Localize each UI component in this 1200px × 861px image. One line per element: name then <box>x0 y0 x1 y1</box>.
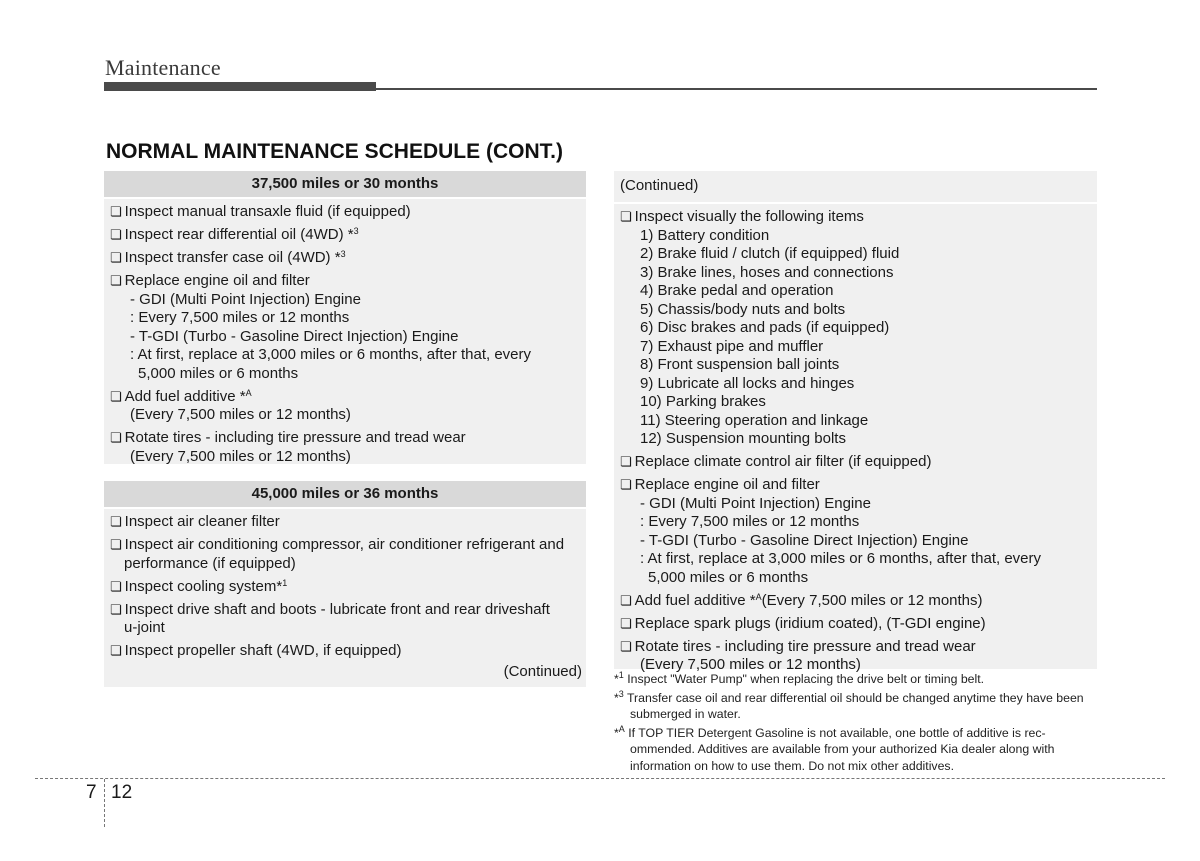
checklist-item <box>110 203 580 222</box>
checklist-item <box>620 476 1091 587</box>
item-detail: : Every 7,500 miles or 12 months <box>130 309 350 326</box>
checkbox-icon: ❏ <box>620 209 632 224</box>
item-line <box>110 226 580 245</box>
footnote-ref: 1 <box>282 577 288 588</box>
header-rule-thick <box>104 82 376 91</box>
item-line <box>110 601 580 620</box>
item-suffix: (Every 7,500 miles or 12 months) <box>761 591 983 609</box>
section-title: Maintenance <box>105 55 221 80</box>
item-line <box>110 272 580 291</box>
item-label: Inspect drive shaft and boots - lubricate front and rear driveshaft <box>124 600 550 618</box>
item-line <box>110 578 580 597</box>
item-detail: - T-GDI (Turbo - Gasoline Direct Injection) Engine <box>130 327 459 345</box>
checkbox-icon: ❏ <box>110 250 122 265</box>
checkbox-icon: ❏ <box>110 578 122 594</box>
chapter-number: 7 <box>86 782 97 803</box>
inspection-list-entry: 8) Front suspension ball joints <box>640 356 840 373</box>
footnote-text: Inspect "Water Pump" when replacing the drive belt or timing belt. <box>623 672 985 686</box>
item-line <box>110 513 580 532</box>
item-line <box>110 536 580 555</box>
inspection-list-entry: 4) Brake pedal and operation <box>640 282 834 299</box>
box-header: 37,500 miles or 30 months <box>104 171 586 199</box>
checklist-item <box>620 453 1091 472</box>
item-label: Add fuel additive * <box>124 387 246 405</box>
item-list <box>614 204 1097 683</box>
inspection-list-entry: 10) Parking brakes <box>640 393 766 410</box>
continued-label: (Continued) <box>614 171 1097 204</box>
schedule-box-37500 <box>104 171 586 464</box>
footnote-mark: * <box>614 690 619 705</box>
inspection-list-entry: 2) Brake fluid / clutch (if equipped) fluid <box>640 245 900 262</box>
item-continuation: u-joint <box>124 619 165 636</box>
item-label: Inspect manual transaxle fluid (if equipped) <box>124 203 411 220</box>
item-label: Inspect air cleaner filter <box>124 513 280 530</box>
footnote <box>614 671 1100 688</box>
checklist-item <box>110 601 580 638</box>
item-detail: (Every 7,500 miles or 12 months) <box>130 406 351 423</box>
item-line <box>620 638 1091 657</box>
checklist-item <box>620 615 1091 634</box>
footnote-ref: 3 <box>340 249 346 259</box>
checklist-item <box>110 249 580 268</box>
item-line <box>110 203 580 222</box>
checklist-item <box>110 272 580 383</box>
page-number: 12 <box>111 782 133 803</box>
checklist-item <box>620 208 1091 449</box>
checkbox-icon: ❏ <box>110 601 122 617</box>
item-line <box>620 208 1091 227</box>
item-label: Replace climate control air filter (if equipped) <box>634 453 932 470</box>
item-detail: (Every 7,500 miles or 12 months) <box>130 447 351 465</box>
inspection-list-entry: 9) Lubricate all locks and hinges <box>640 374 855 392</box>
checklist-item <box>110 642 580 661</box>
inspection-list-entry: 6) Disc brakes and pads (if equipped) <box>640 319 890 336</box>
checkbox-icon: ❏ <box>110 273 122 288</box>
checkbox-icon: ❏ <box>110 643 122 658</box>
checklist-item <box>110 388 580 425</box>
item-detail: : At first, replace at 3,000 miles or 6 months, after that, every <box>130 346 532 363</box>
item-list <box>104 509 586 669</box>
footnote-ref: A <box>618 723 625 734</box>
page-heading: NORMAL MAINTENANCE SCHEDULE (CONT.) <box>106 140 563 163</box>
checkbox-icon: ❏ <box>110 430 122 445</box>
item-detail: 5,000 miles or 6 months <box>648 568 809 586</box>
item-line <box>110 388 580 407</box>
item-label: Inspect rear differential oil (4WD) * <box>124 226 354 243</box>
item-label: Rotate tires - including tire pressure and tread wear <box>124 429 466 446</box>
footnote-text: Transfer case oil and rear differential oil should be changed anytime they have been submerged in water. <box>623 690 1084 721</box>
checklist-item <box>620 592 1091 611</box>
item-detail: - T-GDI (Turbo - Gasoline Direct Injection) Engine <box>640 531 969 549</box>
checkbox-icon: ❏ <box>620 615 632 631</box>
item-detail: (Every 7,500 miles or 12 months) <box>640 656 861 673</box>
footer-divider <box>35 778 1165 779</box>
checkbox-icon: ❏ <box>110 388 122 404</box>
footnote-mark: * <box>614 672 619 686</box>
checklist-item <box>110 513 580 532</box>
checkbox-icon: ❏ <box>620 477 632 492</box>
checkbox-icon: ❏ <box>620 454 632 469</box>
item-label: Add fuel additive * <box>634 591 756 609</box>
footnotes <box>614 671 1100 776</box>
item-line <box>620 453 1091 472</box>
checkbox-icon: ❏ <box>110 537 122 552</box>
item-label: Inspect propeller shaft (4WD, if equipped) <box>124 642 402 659</box>
item-line <box>110 429 580 448</box>
inspection-list-entry: 1) Battery condition <box>640 226 770 244</box>
item-line <box>110 642 580 661</box>
item-line <box>110 249 580 268</box>
page-number-divider <box>104 779 105 827</box>
footnote <box>614 690 1100 723</box>
item-label: Replace engine oil and filter <box>124 272 310 289</box>
item-continuation: performance (if equipped) <box>124 554 296 572</box>
footnote-ref: A <box>755 591 762 602</box>
item-label: Inspect cooling system* <box>124 577 283 595</box>
inspection-list-entry: 7) Exhaust pipe and muffler <box>640 337 824 355</box>
footnote-mark: * <box>614 725 619 740</box>
item-label: Inspect visually the following items <box>634 208 864 225</box>
footnote-ref: 3 <box>618 688 624 699</box>
item-detail: : At first, replace at 3,000 miles or 6 months, after that, every <box>640 550 1042 567</box>
item-list <box>104 199 586 475</box>
item-label: Replace engine oil and filter <box>634 476 820 493</box>
item-line <box>620 615 1091 634</box>
footnote-text: If TOP TIER Detergent Gasoline is not available, one bottle of additive is rec-ommended. Additives are available from your authorized Kia dealer along with information on how to use them. Do not mix other additives. <box>624 725 1055 773</box>
footnote-ref: 1 <box>618 670 624 680</box>
item-detail: : Every 7,500 miles or 12 months <box>640 513 860 530</box>
checklist-item <box>110 578 580 597</box>
inspection-list-entry: 3) Brake lines, hoses and connections <box>640 263 894 281</box>
checklist-item <box>110 536 580 573</box>
schedule-box-45000 <box>104 481 586 687</box>
continued-label: (Continued) <box>503 663 582 680</box>
footnote-ref: 3 <box>353 226 359 236</box>
footnote-ref: A <box>245 387 252 398</box>
footnote <box>614 725 1100 775</box>
item-detail: - GDI (Multi Point Injection) Engine <box>640 494 871 512</box>
item-line <box>620 592 1091 611</box>
item-line <box>620 476 1091 495</box>
checkbox-icon: ❏ <box>110 227 122 242</box>
item-label: Inspect transfer case oil (4WD) * <box>124 249 341 266</box>
item-detail: 5,000 miles or 6 months <box>138 364 299 382</box>
schedule-box-continued <box>614 171 1097 673</box>
item-label: Inspect air conditioning compressor, air conditioner refrigerant and <box>124 536 565 553</box>
header-rule-thin <box>376 88 1097 90</box>
inspection-list-entry: 5) Chassis/body nuts and bolts <box>640 300 846 318</box>
inspection-list-entry: 12) Suspension mounting bolts <box>640 430 846 447</box>
checklist-item <box>110 226 580 245</box>
checkbox-icon: ❏ <box>620 638 632 654</box>
inspection-list-entry: 11) Steering operation and linkage <box>640 411 869 429</box>
item-detail: - GDI (Multi Point Injection) Engine <box>130 290 361 308</box>
item-label: Replace spark plugs (iridium coated), (T-GDI engine) <box>634 614 986 632</box>
checklist-item <box>620 638 1091 675</box>
checklist-item <box>110 429 580 466</box>
checkbox-icon: ❏ <box>620 592 632 608</box>
item-label: Rotate tires - including tire pressure and tread wear <box>634 637 976 655</box>
box-header: 45,000 miles or 36 months <box>104 481 586 509</box>
checkbox-icon: ❏ <box>110 204 122 219</box>
checkbox-icon: ❏ <box>110 514 122 529</box>
